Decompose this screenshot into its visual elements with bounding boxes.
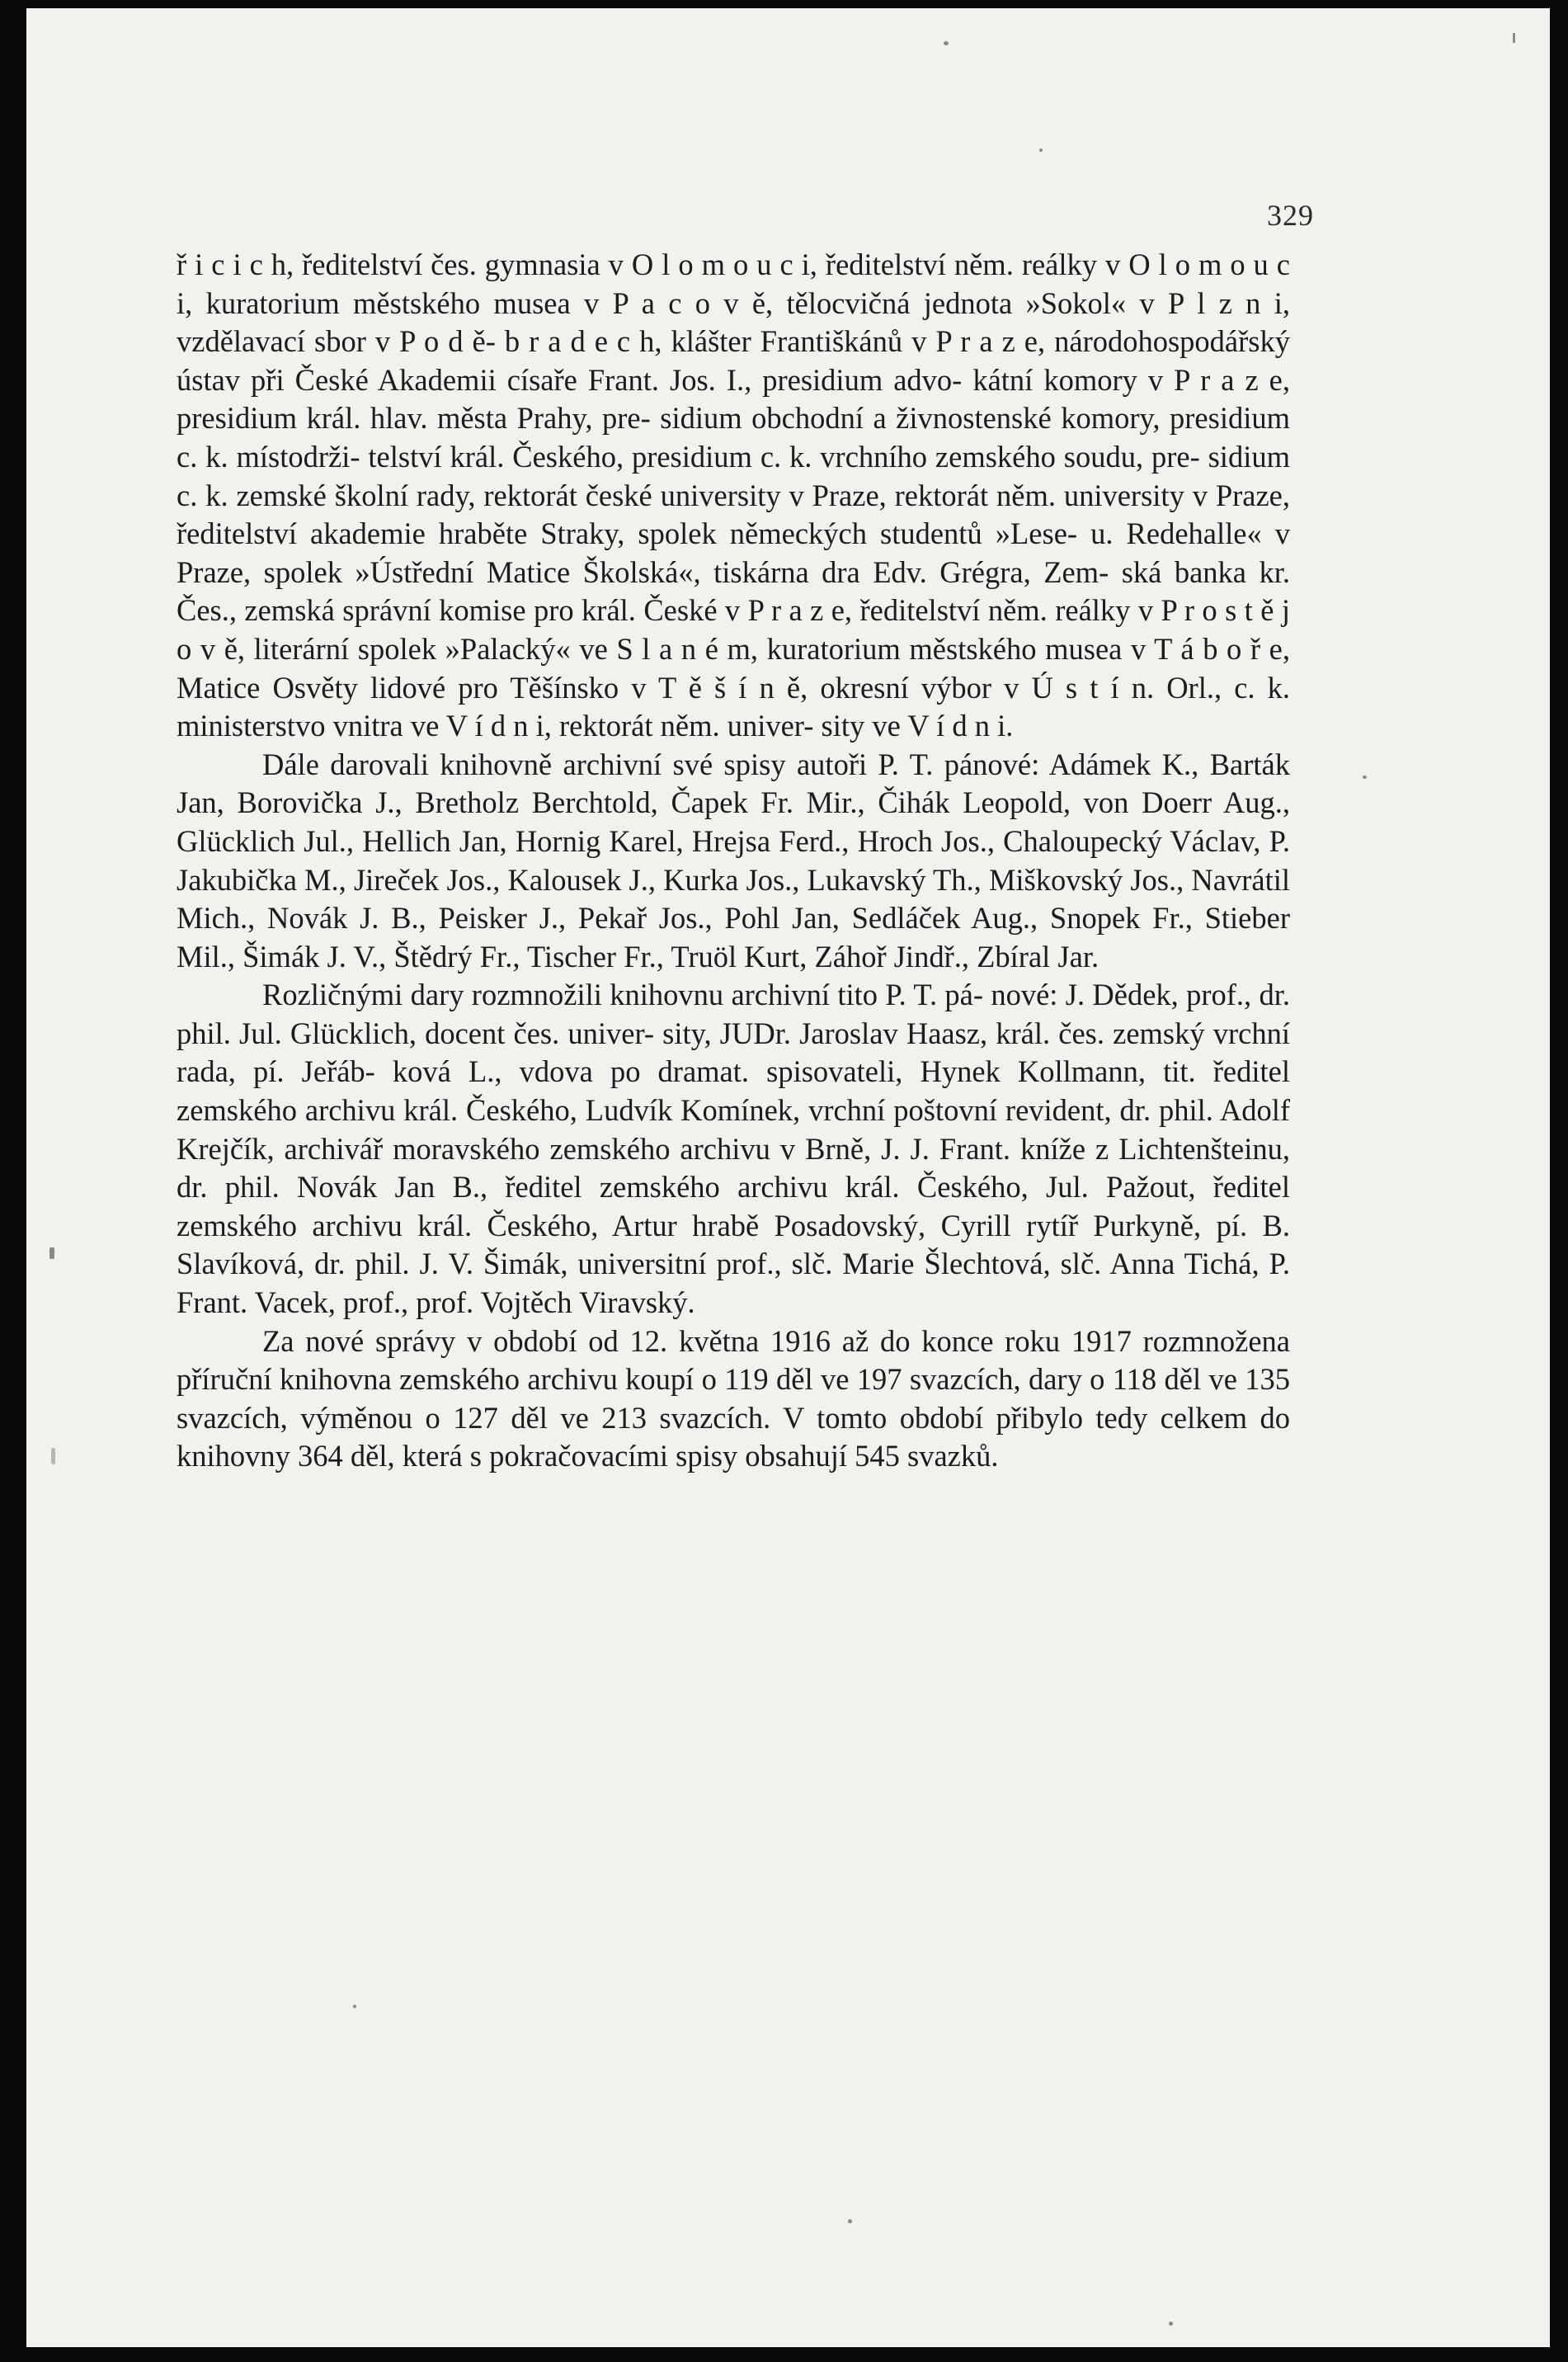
scan-speck [944, 41, 949, 45]
scan-speck [51, 1448, 55, 1464]
paragraph-acquisitions: Za nové správy v období od 12. května 1916 až do konce roku 1917 rozmnožena příruční knihovna zemského archivu koupí o 119 děl ve 197 svazcích, dary o 118 děl ve 135 svazcích, výměnou o 127 děl ve 213 svazcích. V tomto období přibylo tedy celkem do knihovny 364 děl, která s pokračovacími spisy obsahují 545 svazků. [177, 1323, 1290, 1473]
scan-speck [1513, 33, 1515, 43]
scan-speck [1169, 2322, 1173, 2326]
paragraph-authors: Dále darovali knihovně archivní své spisy autoři P. T. pánové: Adámek K., Barták Jan, Borovička J., Bretholz Berchtold, Čapek Fr. Mir., Čihák Leopold, von Doerr Aug., Glücklich Jul., Hellich Jan, Hornig Karel, Hrejsa Ferd., Hroch Jos., Chaloupecký Václav, P. Jakubička M., Jireček Jos., Kalousek J., Kurka Jos., Lukavský Th., Miškovský Jos., Navrátil Mich., Novák J. B., Peisker J., Pekař Jos., Pohl Jan, Sedláček Aug., Snopek Fr., Stieber Mil., Šimák J. V., Štědrý Fr., Tischer Fr., Truöl Kurt, Záhoř Jindř., Zbíral Jar. [177, 747, 1290, 974]
scanned-page [26, 8, 1550, 2347]
scan-speck [353, 2005, 356, 2008]
paragraph-donors: Rozličnými dary rozmnožili knihovnu archivní tito P. T. pá- nové: J. Dědek, prof., dr. phil. Jul. Glücklich, docent čes. univer- sity, JUDr. Jaroslav Haasz, král. čes. zemský vrchní rada, pí. Jeřáb- ková L., vdova po dramat. spisovateli, Hynek Kollmann, tit. ředitel zemského archivu král. Českého, Ludvík Komínek, vrchní poštovní revident, dr. phil. Adolf Krejčík, archivář moravského zemského archivu v Brně, J. J. Frant. kníže z Lichtenšteinu, dr. phil. Novák Jan B., ředitel zemského archivu král. Českého, Jul. Pažout, ředitel zemského archivu král. Českého, Artur hrabě Posadovský, Cyrill rytíř Purkyně, pí. B. Slavíková, dr. phil. J. V. Šimák, universitní prof., slč. Marie Šlechtová, slč. Anna Tichá, P. Frant. Vacek, prof., prof. Vojtěch Viravský. [177, 978, 1290, 1320]
scan-speck [1363, 776, 1367, 779]
scan-speck [49, 1247, 54, 1259]
body-text [177, 246, 1290, 1476]
scan-speck [848, 2219, 852, 2223]
scan-speck [1039, 149, 1043, 152]
page-number: 329 [1267, 199, 1314, 232]
paragraph-institutions: ř i c i c h, ředitelství čes. gymnasia v O l o m o u c i, ředitelství něm. reálky v O l o m o u c i, kuratorium městského musea v P a c o v ě, tělocvičná jednota »Sokol« v P l z n i, vzdělavací sbor v P o d ě- b r a d e c h, klášter Františkánů v P r a z e, národohospodářský ústav při České Akademii císaře Frant. Jos. I., presidium advo- kátní komory v P r a z e, presidium král. hlav. města Prahy, pre- sidium obchodní a živnostenské komory, presidium c. k. místodrži- telství král. Českého, presidium c. k. vrchního zemského soudu, pre- sidium c. k. zemské školní rady, rektorát české university v Praze, rektorát něm. university v Praze, ředitelství akademie hraběte Straky, spolek německých studentů »Lese- u. Redehalle« v Praze, spolek »Ústřední Matice Školská«, tiskárna dra Edv. Grégra, Zem- ská banka kr. Čes., zemská správní komise pro král. České v P r a z e, ředitelství něm. reálky v P r o s t ě j o v ě, literární spolek »Palacký« ve S l a n é m, kuratorium městského musea v T á b o ř e, Matice Osvěty lidové pro Těšínsko v T ě š í n ě, okresní výbor v Ú s t í n. Orl., c. k. ministerstvo vnitra ve V í d n i, rektorát něm. univer- sity ve V í d n i. [177, 248, 1290, 743]
